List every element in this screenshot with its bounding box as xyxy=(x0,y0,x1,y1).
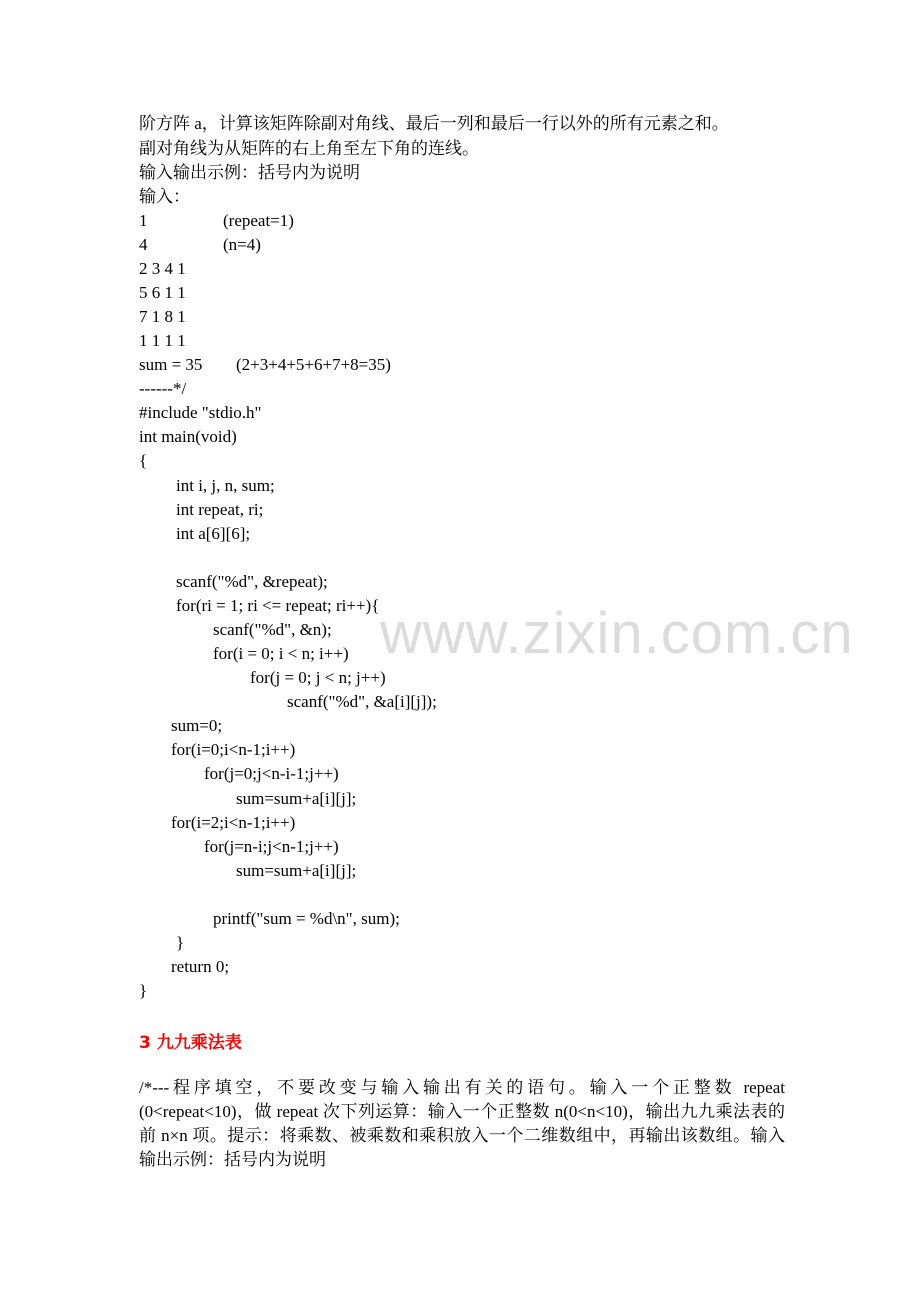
code-line: int repeat, ri; xyxy=(176,500,264,519)
intro-line: 输入输出示例：括号内为说明 xyxy=(139,163,360,182)
code-line: { xyxy=(139,451,148,470)
matrix-row: 1 1 1 1 xyxy=(139,331,186,350)
intro-line: 副对角线为从矩阵的右上角至左下角的连线。 xyxy=(139,139,479,158)
code-line: } xyxy=(176,933,185,952)
code-line: printf("sum = %d\n", sum); xyxy=(213,909,400,928)
code-line: for(i=2;i<n-1;i++) xyxy=(171,813,296,832)
code-line: sum=sum+a[i][j]; xyxy=(236,861,357,880)
section-paragraph: /*---程序填空，不要改变与输入输出有关的语句。输入一个正整数 repeat (0<repeat<10)，做 repeat 次下列运算：输入一个正整数 n(0<n<10)，输出九九乘法表的前 n×n 项。提示：将乘数、被乘数和乘积放入一个二维数组中，再输出该数组。输入输出示例：括号内为说明 xyxy=(139,1078,785,1169)
code-line: sum=0; xyxy=(171,716,223,735)
sample-input-value: 4 xyxy=(139,235,148,254)
code-line: for(j=n-i;j<n-1;j++) xyxy=(204,837,339,856)
code-line: for(i = 0; i < n; i++) xyxy=(213,644,349,663)
comment-end: ------*/ xyxy=(139,379,187,398)
matrix-row: 5 6 1 1 xyxy=(139,283,186,302)
matrix-row: 7 1 8 1 xyxy=(139,307,186,326)
intro-line: 输入： xyxy=(139,187,190,206)
section-heading: 3 九九乘法表 xyxy=(139,1033,242,1053)
code-line: for(i=0;i<n-1;i++) xyxy=(171,740,296,759)
intro-line: 阶方阵 a，计算该矩阵除副对角线、最后一列和最后一行以外的所有元素之和。 xyxy=(139,114,729,133)
sample-input-note: (n=4) xyxy=(223,235,261,254)
code-line: return 0; xyxy=(171,957,230,976)
code-line: int i, j, n, sum; xyxy=(176,476,275,495)
code-line: scanf("%d", &a[i][j]); xyxy=(287,692,437,711)
sample-output-note: (2+3+4+5+6+7+8=35) xyxy=(236,355,391,374)
code-line: for(j=0;j<n-i-1;j++) xyxy=(204,764,339,783)
code-line: for(j = 0; j < n; j++) xyxy=(250,668,386,687)
code-line: for(ri = 1; ri <= repeat; ri++){ xyxy=(176,596,380,615)
sample-input-value: 1 xyxy=(139,211,148,230)
code-line: sum=sum+a[i][j]; xyxy=(236,789,357,808)
watermark-text: www.zixin.com.cn xyxy=(380,601,854,666)
code-line: int main(void) xyxy=(139,427,237,446)
sample-output-value: sum = 35 xyxy=(139,355,203,374)
code-line: int a[6][6]; xyxy=(176,524,251,543)
code-line: } xyxy=(139,981,148,1000)
matrix-row: 2 3 4 1 xyxy=(139,259,186,278)
code-line: scanf("%d", &n); xyxy=(213,620,332,639)
code-line: scanf("%d", &repeat); xyxy=(176,572,328,591)
code-line: #include "stdio.h" xyxy=(139,403,262,422)
sample-input-note: (repeat=1) xyxy=(223,211,294,230)
